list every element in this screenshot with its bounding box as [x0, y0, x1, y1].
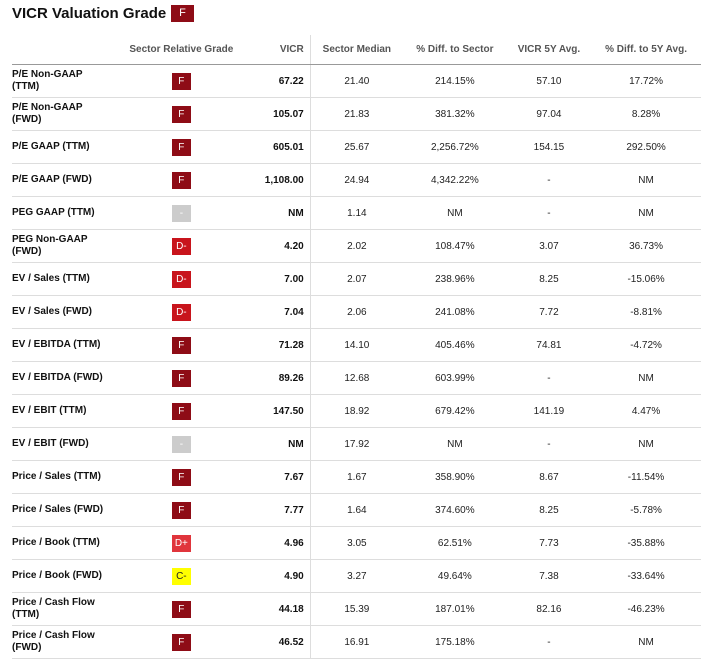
metric-label: EV / EBITDA (FWD): [12, 362, 112, 395]
value-cell: 4.47%: [591, 395, 701, 428]
grade-badge: F: [172, 634, 191, 651]
grade-badge: F: [172, 73, 191, 90]
value-cell: 71.28: [251, 329, 311, 362]
metric-label: Price / Book (FWD): [12, 560, 112, 593]
metric-label: P/E GAAP (FWD): [12, 164, 112, 197]
grade-badge: D-: [172, 304, 191, 321]
table-row: [12, 131, 701, 164]
overall-grade-badge: F: [171, 5, 194, 22]
value-cell: -: [507, 362, 591, 395]
grade-cell: [112, 494, 251, 527]
value-cell: 679.42%: [403, 395, 507, 428]
metric-label: P/E GAAP (TTM): [12, 131, 112, 164]
value-cell: 3.27: [310, 560, 403, 593]
value-cell: NM: [591, 362, 701, 395]
grade-badge: F: [172, 106, 191, 123]
value-cell: 2,256.72%: [403, 131, 507, 164]
value-cell: -33.64%: [591, 560, 701, 593]
table-row: [12, 560, 701, 593]
column-header: VICR: [251, 35, 311, 65]
metric-label: Price / Cash Flow (FWD): [12, 626, 112, 659]
value-cell: 74.81: [507, 329, 591, 362]
column-header: [12, 35, 112, 65]
metric-label: PEG GAAP (TTM): [12, 197, 112, 230]
value-cell: 4.90: [251, 560, 311, 593]
value-cell: 8.25: [507, 263, 591, 296]
value-cell: 147.50: [251, 395, 311, 428]
value-cell: 603.99%: [403, 362, 507, 395]
metric-label: P/E Non-GAAP (TTM): [12, 65, 112, 98]
grade-cell: [112, 395, 251, 428]
value-cell: 7.77: [251, 494, 311, 527]
grade-cell: [112, 65, 251, 98]
value-cell: 2.07: [310, 263, 403, 296]
metric-label: EV / EBITDA (TTM): [12, 329, 112, 362]
column-header: VICR 5Y Avg.: [507, 35, 591, 65]
metric-label: EV / Sales (FWD): [12, 296, 112, 329]
value-cell: 62.51%: [403, 527, 507, 560]
grade-badge: C-: [172, 568, 191, 585]
value-cell: 14.10: [310, 329, 403, 362]
grade-cell: [112, 197, 251, 230]
value-cell: -11.54%: [591, 461, 701, 494]
value-cell: 4,342.22%: [403, 164, 507, 197]
value-cell: 214.15%: [403, 65, 507, 98]
value-cell: 15.39: [310, 593, 403, 626]
value-cell: 241.08%: [403, 296, 507, 329]
value-cell: 25.67: [310, 131, 403, 164]
grade-badge: -: [172, 436, 191, 453]
value-cell: 7.67: [251, 461, 311, 494]
value-cell: 17.72%: [591, 65, 701, 98]
value-cell: -4.72%: [591, 329, 701, 362]
value-cell: 3.07: [507, 230, 591, 263]
value-cell: 82.16: [507, 593, 591, 626]
value-cell: 1.67: [310, 461, 403, 494]
valuation-table: [12, 35, 701, 659]
grade-cell: [112, 296, 251, 329]
value-cell: -: [507, 164, 591, 197]
value-cell: 12.68: [310, 362, 403, 395]
value-cell: 405.46%: [403, 329, 507, 362]
value-cell: -35.88%: [591, 527, 701, 560]
value-cell: 36.73%: [591, 230, 701, 263]
value-cell: 8.25: [507, 494, 591, 527]
value-cell: 4.20: [251, 230, 311, 263]
value-cell: 381.32%: [403, 98, 507, 131]
column-header: Sector Median: [310, 35, 403, 65]
value-cell: 108.47%: [403, 230, 507, 263]
value-cell: 7.04: [251, 296, 311, 329]
table-row: [12, 296, 701, 329]
value-cell: NM: [251, 197, 311, 230]
grade-badge: F: [172, 469, 191, 486]
value-cell: 21.83: [310, 98, 403, 131]
value-cell: NM: [591, 428, 701, 461]
grade-cell: [112, 164, 251, 197]
value-cell: 8.28%: [591, 98, 701, 131]
value-cell: NM: [403, 428, 507, 461]
page-title: VICR Valuation Grade: [12, 5, 167, 22]
value-cell: 2.06: [310, 296, 403, 329]
value-cell: 292.50%: [591, 131, 701, 164]
table-row: [12, 362, 701, 395]
grade-badge: -: [172, 205, 191, 222]
table-row: [12, 230, 701, 263]
value-cell: -15.06%: [591, 263, 701, 296]
table-row: [12, 527, 701, 560]
column-header: % Diff. to 5Y Avg.: [591, 35, 701, 65]
value-cell: 7.00: [251, 263, 311, 296]
grade-badge: F: [172, 337, 191, 354]
table-row: [12, 65, 701, 98]
column-header: Sector Relative Grade: [112, 35, 251, 65]
grade-badge: D+: [172, 535, 191, 552]
table-row: [12, 494, 701, 527]
value-cell: 21.40: [310, 65, 403, 98]
grade-cell: [112, 560, 251, 593]
table-row: [12, 164, 701, 197]
grade-cell: [112, 131, 251, 164]
grade-cell: [112, 362, 251, 395]
value-cell: 605.01: [251, 131, 311, 164]
value-cell: 7.73: [507, 527, 591, 560]
table-row: [12, 626, 701, 659]
table-row: [12, 428, 701, 461]
value-cell: 17.92: [310, 428, 403, 461]
metric-label: Price / Cash Flow (TTM): [12, 593, 112, 626]
table-row: [12, 395, 701, 428]
value-cell: 49.64%: [403, 560, 507, 593]
column-header: % Diff. to Sector: [403, 35, 507, 65]
value-cell: 4.96: [251, 527, 311, 560]
value-cell: 105.07: [251, 98, 311, 131]
grade-badge: D-: [172, 238, 191, 255]
value-cell: -: [507, 197, 591, 230]
grade-badge: F: [172, 139, 191, 156]
value-cell: 24.94: [310, 164, 403, 197]
value-cell: NM: [251, 428, 311, 461]
metric-label: EV / Sales (TTM): [12, 263, 112, 296]
metric-label: P/E Non-GAAP (FWD): [12, 98, 112, 131]
value-cell: 57.10: [507, 65, 591, 98]
value-cell: 141.19: [507, 395, 591, 428]
table-row: [12, 461, 701, 494]
metric-label: EV / EBIT (TTM): [12, 395, 112, 428]
value-cell: 154.15: [507, 131, 591, 164]
table-row: [12, 197, 701, 230]
table-row: [12, 98, 701, 131]
value-cell: 7.72: [507, 296, 591, 329]
value-cell: -8.81%: [591, 296, 701, 329]
grade-cell: [112, 527, 251, 560]
grade-badge: F: [172, 172, 191, 189]
grade-cell: [112, 593, 251, 626]
value-cell: NM: [403, 197, 507, 230]
metric-label: Price / Book (TTM): [12, 527, 112, 560]
value-cell: 2.02: [310, 230, 403, 263]
value-cell: 238.96%: [403, 263, 507, 296]
grade-cell: [112, 428, 251, 461]
value-cell: -: [507, 626, 591, 659]
value-cell: 16.91: [310, 626, 403, 659]
grade-badge: F: [172, 403, 191, 420]
table-row: [12, 329, 701, 362]
value-cell: NM: [591, 164, 701, 197]
grade-cell: [112, 329, 251, 362]
value-cell: 7.38: [507, 560, 591, 593]
value-cell: 67.22: [251, 65, 311, 98]
value-cell: 8.67: [507, 461, 591, 494]
grade-cell: [112, 98, 251, 131]
grade-cell: [112, 263, 251, 296]
table-row: [12, 593, 701, 626]
grade-cell: [112, 626, 251, 659]
grade-cell: [112, 461, 251, 494]
value-cell: NM: [591, 197, 701, 230]
metric-label: PEG Non-GAAP (FWD): [12, 230, 112, 263]
grade-badge: F: [172, 601, 191, 618]
metric-label: Price / Sales (FWD): [12, 494, 112, 527]
grade-cell: [112, 230, 251, 263]
value-cell: 187.01%: [403, 593, 507, 626]
grade-badge: F: [172, 370, 191, 387]
value-cell: 374.60%: [403, 494, 507, 527]
value-cell: 46.52: [251, 626, 311, 659]
value-cell: 3.05: [310, 527, 403, 560]
value-cell: 97.04: [507, 98, 591, 131]
value-cell: 1.64: [310, 494, 403, 527]
value-cell: 1.14: [310, 197, 403, 230]
value-cell: NM: [591, 626, 701, 659]
grade-badge: D-: [172, 271, 191, 288]
value-cell: 89.26: [251, 362, 311, 395]
value-cell: 175.18%: [403, 626, 507, 659]
value-cell: 358.90%: [403, 461, 507, 494]
metric-label: EV / EBIT (FWD): [12, 428, 112, 461]
value-cell: -5.78%: [591, 494, 701, 527]
table-row: [12, 263, 701, 296]
grade-badge: F: [172, 502, 191, 519]
value-cell: 44.18: [251, 593, 311, 626]
value-cell: -46.23%: [591, 593, 701, 626]
value-cell: 18.92: [310, 395, 403, 428]
value-cell: 1,108.00: [251, 164, 311, 197]
metric-label: Price / Sales (TTM): [12, 461, 112, 494]
value-cell: -: [507, 428, 591, 461]
